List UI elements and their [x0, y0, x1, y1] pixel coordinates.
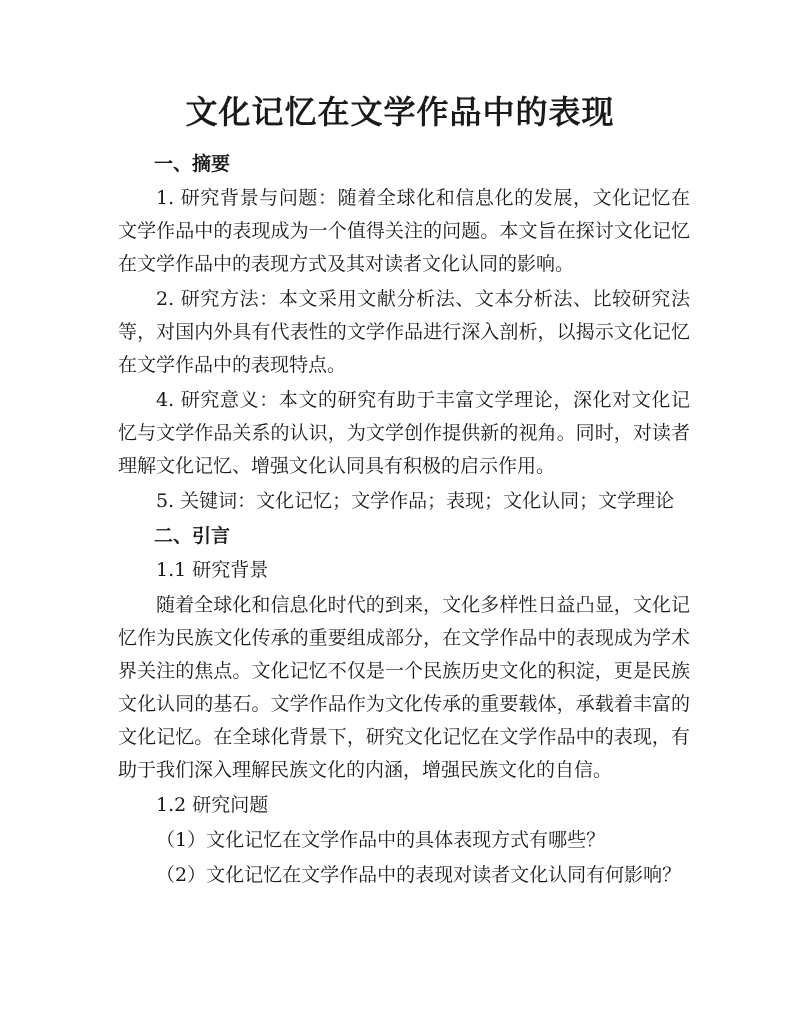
introduction-heading: 二、引言 [154, 525, 231, 547]
background-paragraph: 随着全球化和信息化时代的到来，文化多样性日益凸显，文化记忆作为民族文化传承的重要组成部分，在文学作品中的表现成为学术界关注的焦点。文化记忆不仅是一个民族历史文化的积淀，更是民族文化认同的基石。文学作品作为文化传承的重要载体，承载着丰富的文化记忆。在全球化背景下，研究文化记忆在文学作品中的表现，有助于我们深入理解民族文化的内涵，增强民族文化的自信。 [118, 594, 690, 781]
subsection-heading-background: 1.1 研究背景 [156, 559, 269, 581]
abstract-item-keywords: 5. 关键词：文化记忆；文学作品；表现；文化认同；文学理论 [156, 490, 675, 512]
research-question-2: （2）文化记忆在文学作品中的表现对读者文化认同有何影响？ [156, 864, 682, 886]
research-question-1: （1）文化记忆在文学作品中的具体表现方式有哪些？ [156, 829, 606, 851]
document-title: 文化记忆在文学作品中的表现 [185, 93, 615, 131]
abstract-item-significance: 4. 研究意义：本文的研究有助于丰富文学理论，深化对文化记忆与文学作品关系的认识，为文学创作提供新的视角。同时，对读者理解文化记忆、增强文化认同具有积极的启示作用。 [118, 389, 690, 477]
subsection-heading-questions: 1.2 研究问题 [156, 794, 269, 816]
abstract-item-method: 2. 研究方法：本文采用文献分析法、文本分析法、比较研究法等，对国内外具有代表性的文学作品进行深入剖析，以揭示文化记忆在文学作品中的表现特点。 [118, 288, 690, 376]
document-body [118, 148, 690, 894]
abstract-item-background: 1. 研究背景与问题：随着全球化和信息化的发展，文化记忆在文学作品中的表现成为一个值得关注的问题。本文旨在探讨文化记忆在文学作品中的表现方式及其对读者文化认同的影响。 [118, 187, 690, 275]
abstract-heading: 一、摘要 [154, 153, 231, 175]
